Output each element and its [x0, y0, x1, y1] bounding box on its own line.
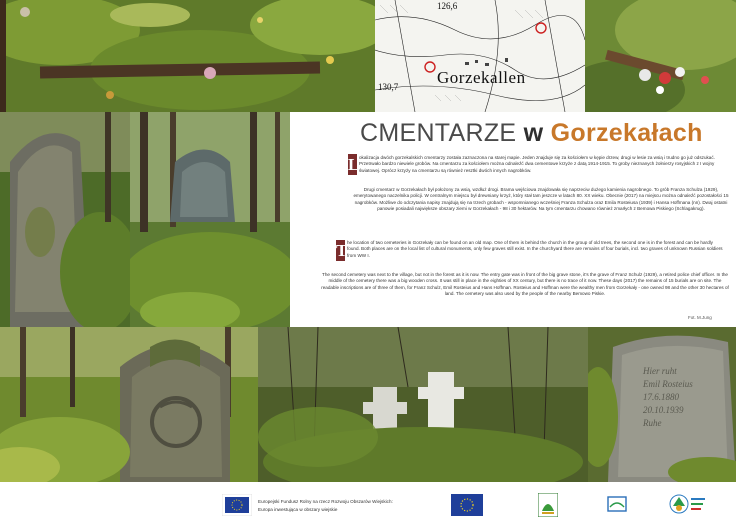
dropcap-en: T: [336, 241, 348, 260]
photo-moss-forest-floor: [0, 0, 375, 112]
gravestone-inscription: [643, 365, 733, 430]
map-elevation-top: 126,6: [437, 1, 458, 11]
inscription-line-2: Emil Rosteius: [643, 379, 693, 389]
prow-icon: [606, 493, 628, 515]
inscription-line-4: 20.10.1939: [643, 405, 684, 415]
photo-credit: Fot. M.Jung: [688, 315, 712, 320]
paragraph-en-2: The second cemetery was next to the village, but not in the forest as it is now. The entry gate was in front of the big grave stone, it's the grave of Franz Schulz (1929), a retired police chief officer. In the middle of the cemetery there was a big wooden cross. It was still in place in the eighties of XX century, but there is no trace of it now. These days (2017) the remains of 15 burials are on site. The readable inscriptions are of three of them, for Franz Schulz, Emil Rosteius and Hans Hoffman. Rosteius and Hoffman were the wealthy men from Gorzekały - one owned 98 and the other 30 hectares of land. The cemetery was also used by the people of the nearby Bemowo Piskie.: [321, 272, 729, 296]
photo-inscribed-gravestone: [588, 327, 736, 482]
eafrd-eu-icon: [222, 494, 252, 516]
paragraph-pl-1: okalizacja dwóch gorzekalskich cmentarzy została zaznaczona na starej mapie. Jeden znajduje się za kościołem w kępie drzew, drugi w lesie za wsią i trudno go już odszukać. Przetrwało bardzo niewiele grobów. Na cmentarzu za kościołem można odnaleźć dwa cementowe krzyże z datą 1914-1915. To groby nieznanych żołnierzy rosyjskich z I wojny światowej. Oprócz krzyży na cmentarzu są również resztki dwóch innych nagrobków.: [359, 155, 715, 173]
map-label: Gorzekallen: [437, 68, 526, 87]
photo-grave-flowers: [585, 0, 736, 112]
lgd-icon: [668, 491, 708, 517]
dropcap-pl: L: [348, 155, 360, 174]
inscription-line-5: Ruhe: [643, 418, 662, 428]
photo-carved-gravestone: [0, 327, 258, 482]
fund-line-2: Europa inwestująca w obszary wiejskie: [258, 507, 338, 512]
paragraph-pl-2: Drugi cmentarz w Gorzekałach był położony za wsią, wzdłuż drogi. Brama wejściowa znajdowała się naprzeciw dużego kamienia nagrobnego. To grób Franza Schulza (1929), emerytowanego naczelnika policji. W centralnym miejscu był drewniany krzyż, który stał tam jeszcze w latach 80. XX wieku. Obecnie (2017) na miejscu można odnaleźć pozostałości 15 nagrobków. Możliwe do odczytania napisy znajdują się na trzech grobach - wspomnianego wcześniej Franza Schulza oraz Emila Rosteiusa (1939) i Hansa Hoffmana (nn). Dwaj ostatni panowie posiadali największe obszary ziemi w Gorzekałach - 98 i 30 hektarów. Na tym cmentarzu chowano również zmarłych z Bemowa Piskiego (Schlagakrug).: [353, 187, 729, 211]
paragraph-en-1: he location of two cemeteries in Gorzekały can be found on an old map. One of them is behind the church in the group of old trees, the second one is in the forest and can be hardly found. Both places are on the local list of cultural monuments, only few graves still exist. In the churchyard there are remains of four burials, incl. two graves of unknown Russian soldiers from WW I.: [347, 240, 723, 258]
leader-icon: [538, 493, 558, 517]
photo-tall-gravestone: [0, 112, 130, 327]
inscription-line-3: 17.6.1880: [643, 392, 679, 402]
title-part2: w: [523, 119, 544, 147]
eu-flag-icon: [451, 494, 483, 516]
photo-forest-stone: [130, 112, 290, 327]
map-elevation-left: 130,7: [378, 82, 399, 92]
inscription-line-1: Hier ruht: [643, 366, 677, 376]
fund-line-1: Europejski Fundusz Rolny na rzecz Rozwoju Obszarów Wiejskich:: [258, 499, 393, 504]
title-part3: Gorzekałach: [550, 119, 703, 147]
photo-crosses-woods: [258, 327, 588, 482]
page-title: [360, 118, 730, 148]
title-part1: CMENTARZE: [360, 119, 517, 147]
historic-map: [375, 0, 585, 112]
